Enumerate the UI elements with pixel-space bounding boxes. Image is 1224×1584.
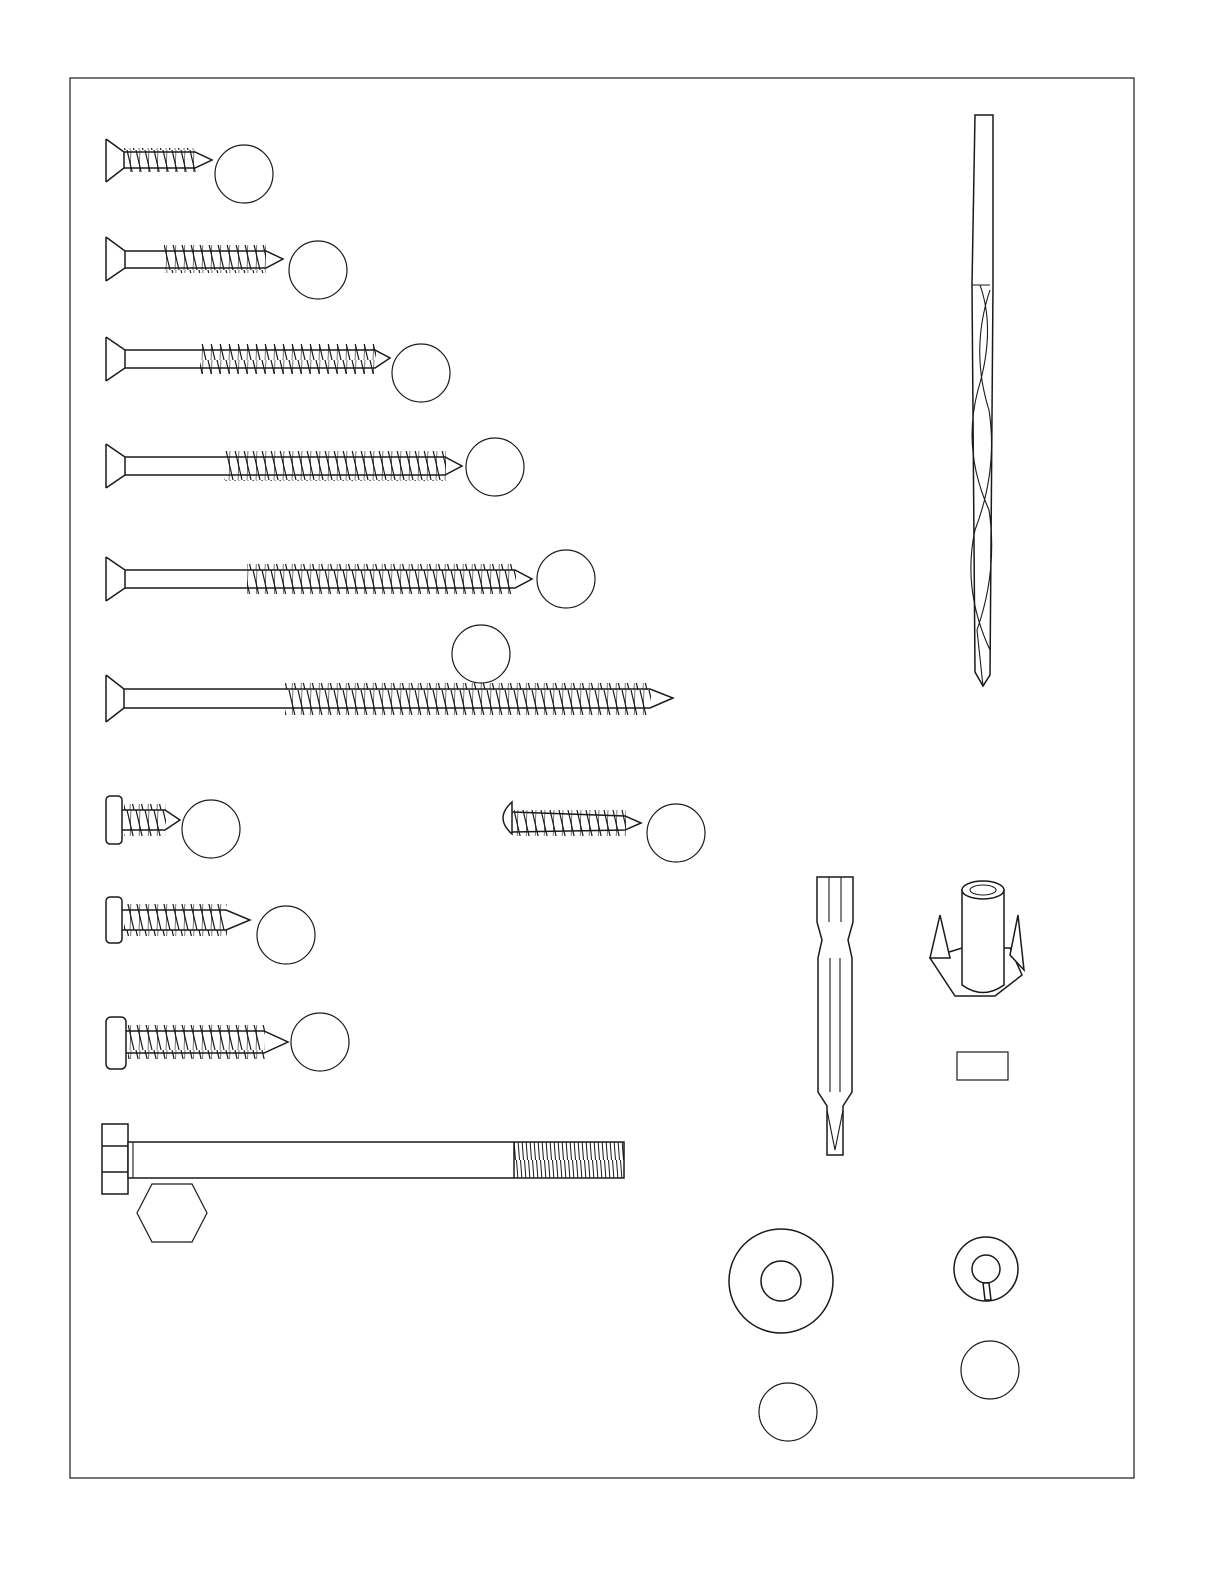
flat-head-screw-icon	[106, 139, 212, 182]
pan-head-screw-icon	[106, 796, 180, 844]
truss-head-screw-icon	[503, 802, 641, 836]
lock-washer-icon	[954, 1237, 1018, 1301]
part-callout-1	[215, 145, 273, 203]
part-callout-6	[452, 625, 510, 683]
part-callout-3	[392, 344, 450, 402]
flat-head-screw-icon	[106, 444, 462, 488]
flat-head-screw-icon	[106, 337, 390, 381]
hex-nut-callout	[137, 1184, 207, 1242]
part-callout-4	[466, 438, 524, 496]
part-callout-11	[759, 1383, 817, 1441]
part-callout-2	[289, 241, 347, 299]
tee-nut-icon	[930, 881, 1024, 996]
part-callout-12	[961, 1341, 1019, 1399]
part-callout-9	[257, 906, 315, 964]
flat-washer-icon	[729, 1229, 833, 1333]
flat-head-screw-icon	[106, 237, 283, 281]
part-callout-5	[537, 550, 595, 608]
driver-bit-icon	[817, 877, 853, 1155]
part-callout-7	[182, 800, 240, 858]
drill-bit-icon	[971, 115, 993, 686]
flat-head-screw-icon	[106, 557, 532, 601]
part-callout-8	[647, 804, 705, 862]
pan-head-screw-icon	[106, 897, 250, 943]
part-callout-10	[291, 1013, 349, 1071]
label-box	[957, 1052, 1008, 1080]
pan-head-screw-icon	[106, 1017, 288, 1069]
flat-head-screw-icon	[106, 675, 673, 722]
